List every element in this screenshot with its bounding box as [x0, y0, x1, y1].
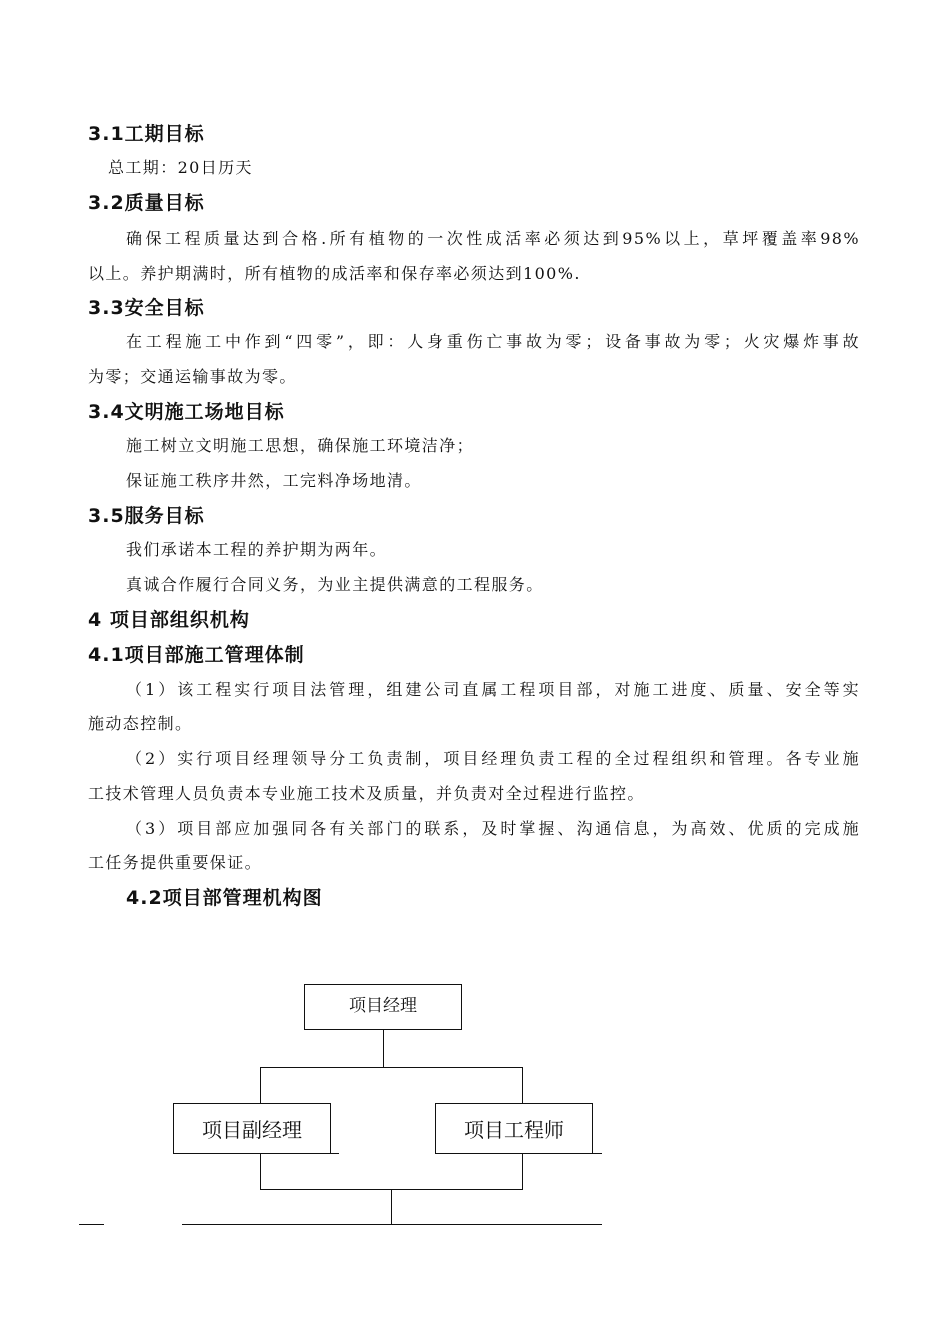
org-connector-left-up — [260, 1154, 261, 1190]
heading-3-2: 3.2质量目标 — [88, 192, 205, 214]
s41-item1-line1: （1）该工程实行项目法管理，组建公司直属工程项目部，对施工进度、质量、安全等实 — [126, 680, 860, 699]
s33-line1: 在工程施工中作到“四零”，即：人身重伤亡事故为零；设备事故为零；火灾爆炸事故 — [126, 332, 860, 351]
heading-3-1: 3.1工期目标 — [88, 123, 205, 145]
s41-item3-line1: （3）项目部应加强同各有关部门的联系，及时掌握、沟通信息，为高效、优质的完成施 — [126, 819, 860, 838]
org-base-left-stub — [79, 1224, 104, 1225]
org-connector-bottom — [391, 1189, 392, 1225]
org-connector-branch — [260, 1067, 523, 1068]
org-box-project-engineer: 项目工程师 — [435, 1103, 593, 1154]
org-box-project-manager: 项目经理 — [304, 984, 462, 1030]
org-box-deputy-manager: 项目副经理 — [173, 1103, 331, 1154]
s34-line1: 施工树立文明施工思想，确保施工环境洁净； — [126, 436, 475, 455]
org-connector-base — [182, 1224, 602, 1225]
heading-3-5: 3.5服务目标 — [88, 505, 205, 527]
org-connector-right-up — [522, 1154, 523, 1190]
heading-4-1: 4.1项目部施工管理体制 — [88, 644, 305, 666]
s35-line2: 真诚合作履行合同义务，为业主提供满意的工程服务。 — [126, 575, 544, 594]
s41-item1-line2: 施动态控制。 — [88, 714, 193, 733]
org-connector-left-down — [260, 1067, 261, 1103]
org-box-right-underline-tail — [593, 1153, 602, 1154]
org-connector-top — [383, 1030, 384, 1067]
org-box-left-underline-tail — [331, 1153, 339, 1154]
heading-3-4: 3.4文明施工场地目标 — [88, 401, 285, 423]
s35-line1: 我们承诺本工程的养护期为两年。 — [126, 540, 388, 559]
s31-line1: 总工期：20日历天 — [108, 158, 253, 177]
heading-3-3: 3.3安全目标 — [88, 297, 205, 319]
s34-line2: 保证施工秩序井然，工完料净场地清。 — [126, 471, 422, 490]
heading-4: 4 项目部组织机构 — [88, 609, 250, 631]
s41-item2-line2: 工技术管理人员负责本专业施工技术及质量，并负责对全过程进行监控。 — [88, 784, 645, 803]
s32-line1: 确保工程质量达到合格.所有植物的一次性成活率必须达到95%以上，草坪覆盖率98% — [126, 229, 860, 248]
org-connector-right-down — [522, 1067, 523, 1103]
s33-line2: 为零；交通运输事故为零。 — [88, 367, 297, 386]
s32-line2: 以上。养护期满时，所有植物的成活率和保存率必须达到100%. — [88, 264, 581, 283]
s41-item2-line1: （2）实行项目经理领导分工负责制，项目经理负责工程的全过程组织和管理。各专业施 — [126, 749, 860, 768]
heading-4-2: 4.2项目部管理机构图 — [126, 887, 323, 909]
s41-item3-line2: 工任务提供重要保证。 — [88, 853, 263, 872]
